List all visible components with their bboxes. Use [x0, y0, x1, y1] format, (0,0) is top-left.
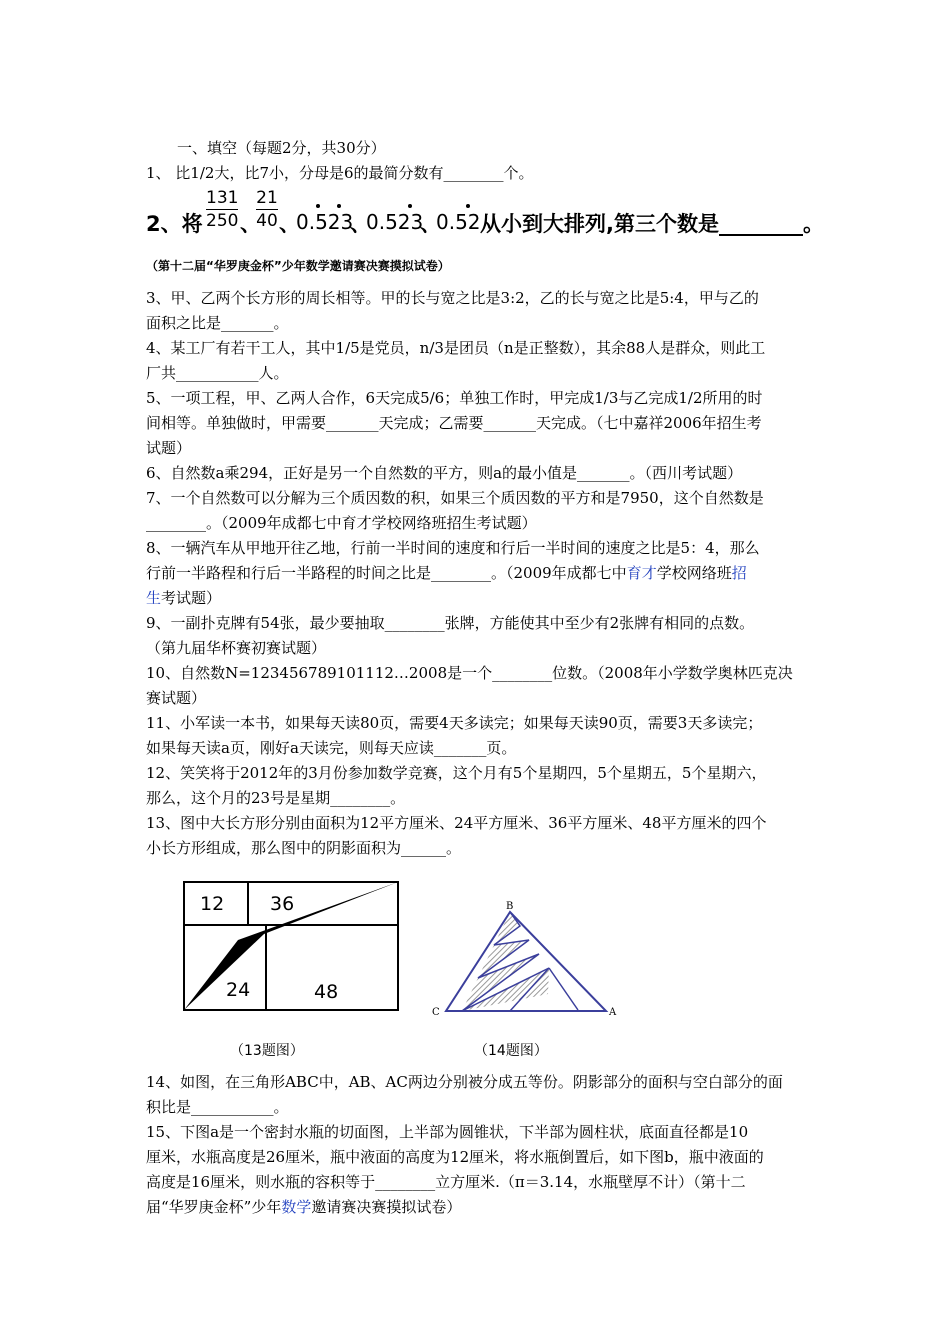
question-11-line-2: 如果每天读a页，刚好a天读完，则每天应读_______页。 [146, 739, 517, 757]
question-13-line-1: 13、图中大长方形分别由面积为12平方厘米、24平方厘米、36平方厘米、48平方厘米的四个 [146, 814, 767, 832]
question-7-line-1: 7、一个自然数可以分解为三个质因数的积，如果三个质因数的平方和是7950，这个自然数是 [146, 489, 764, 507]
repeat-dot [316, 204, 320, 208]
section-title: 一、填空（每题2分，共30分） [177, 139, 386, 157]
fig13-label-12: 12 [200, 893, 225, 915]
q2-fraction-2: 21 40 [256, 188, 278, 231]
question-3-line-1: 3、甲、乙两个长方形的周长相等。甲的长与宽之比是3:2，乙的长与宽之比是5:4，甲与乙的 [146, 289, 759, 307]
question-7-line-2: ________。（2009年成都七中育才学校网络班招生考试题） [146, 514, 537, 532]
fig14-label-b: B [506, 901, 514, 912]
figure-13 [180, 878, 402, 1014]
question-13-line-2: 小长方形组成，那么图中的阴影面积为______。 [146, 839, 462, 857]
q2-sep-3: 、 [350, 212, 371, 236]
question-15-line-3: 高度是16厘米，则水瓶的容积等于________立方厘米.（π＝3.14，水瓶壁厚不计）（第十二 [146, 1173, 746, 1191]
fig14-caption: （14题图） [474, 1043, 548, 1059]
question-1: 1、 比1/2大，比7小，分母是6的最简分数有________个。 [146, 164, 534, 182]
q2-decimal-3: 0.52 [436, 210, 481, 234]
question-8-line-1: 8、一辆汽车从甲地开往乙地，行前一半时间的速度和行后一半时间的速度之比是5：4，那么 [146, 539, 760, 557]
question-4-line-2: 厂共___________人。 [146, 364, 289, 382]
question-5-line-2: 间相等。单独做时，甲需要_______天完成；乙需要_______天完成。（七中嘉祥2006年招生考 [146, 414, 762, 432]
repeat-dot [466, 204, 470, 208]
fig13-caption: （13题图） [230, 1043, 304, 1059]
fig14-label-c: C [432, 1007, 440, 1018]
question-11-line-1: 11、小军读一本书，如果每天读80页，需要4天多读完；如果每天读90页，需要3天多读完； [146, 714, 763, 732]
q2-decimal-2: 0.523 [366, 210, 424, 234]
contest-note: （第十二届“华罗庚金杯”少年数学邀请赛决赛摸拟试卷） [146, 259, 450, 273]
question-4-line-1: 4、某工厂有若干工人，其中1/5是党员，n/3是团员（n是正整数），其余88人是群众，则此工 [146, 339, 766, 357]
q2-prefix: 2、将 [146, 212, 203, 236]
question-15-line-4: 届“华罗庚金杯”少年数学邀请赛决赛摸拟试卷） [146, 1198, 462, 1216]
question-12-line-1: 12、笑笑将于2012年的3月份参加数学竞赛，这个月有5个星期四，5个星期五，5个星期六， [146, 764, 767, 782]
fig13-label-24: 24 [226, 979, 251, 1001]
question-10-line-2: 赛试题） [146, 689, 207, 707]
question-5-line-1: 5、一项工程，甲、乙两人合作，6天完成5/6；单独工作时，甲完成1/3与乙完成1/2所用的时 [146, 389, 763, 407]
link-sheng[interactable]: 生 [146, 589, 162, 607]
figure-14 [428, 898, 628, 1024]
repeat-dot [337, 204, 341, 208]
question-10-line-1: 10、自然数N=123456789101112…2008是一个________位数。（2008年小学数学奥林匹克决 [146, 664, 793, 682]
question-14-line-2: 积比是___________。 [146, 1098, 289, 1116]
fig14-segment [549, 968, 578, 1010]
question-8-line-3: 生考试题） [146, 589, 222, 607]
link-yucai[interactable]: 育才 [626, 564, 657, 582]
q2-decimal-1: 0.523 [296, 210, 354, 234]
link-shuxue[interactable]: 数学 [281, 1198, 312, 1216]
question-15-line-2: 厘米，水瓶高度是26厘米，瓶中液面的高度为12厘米，将水瓶倒置后，如下图b，瓶中液面的 [146, 1148, 764, 1166]
question-14-line-1: 14、如图，在三角形ABC中，AB、AC两边分别被分成五等份。阴影部分的面积与空白部分的面 [146, 1073, 783, 1091]
link-zhao[interactable]: 招 [731, 564, 747, 582]
question-6: 6、自然数a乘294，正好是另一个自然数的平方，则a的最小值是_______。（西川考试题） [146, 464, 743, 482]
repeat-dot [408, 204, 412, 208]
fig13-label-48: 48 [314, 981, 339, 1003]
q2-sep-2: 、 [279, 212, 300, 236]
q2-sep-4: 、 [420, 212, 441, 236]
fig14-label-a: A [609, 1007, 617, 1018]
question-2 [146, 188, 846, 248]
question-9-line-2: （第九届华杯赛初赛试题） [146, 639, 327, 657]
q2-sep: 、 [240, 212, 261, 236]
q2-suffix: 从小到大排列,第三个数是________。 [480, 212, 824, 236]
question-3-line-2: 面积之比是_______。 [146, 314, 289, 332]
question-12-line-2: 那么，这个月的23号是星期________。 [146, 789, 406, 807]
fig13-label-36: 36 [270, 893, 295, 915]
question-8-line-2: 行前一半路程和行后一半路程的时间之比是________。（2009年成都七中育才学校网络班招 [146, 564, 747, 582]
question-5-line-3: 试题） [146, 439, 192, 457]
question-9-line-1: 9、一副扑克牌有54张，最少要抽取________张牌，方能使其中至少有2张牌有相同的点数。 [146, 614, 755, 632]
q2-fraction-1: 131 250 [206, 188, 239, 231]
question-15-line-1: 15、下图a是一个密封水瓶的切面图，上半部为圆锥状，下半部为圆柱状，底面直径都是10 [146, 1123, 749, 1141]
